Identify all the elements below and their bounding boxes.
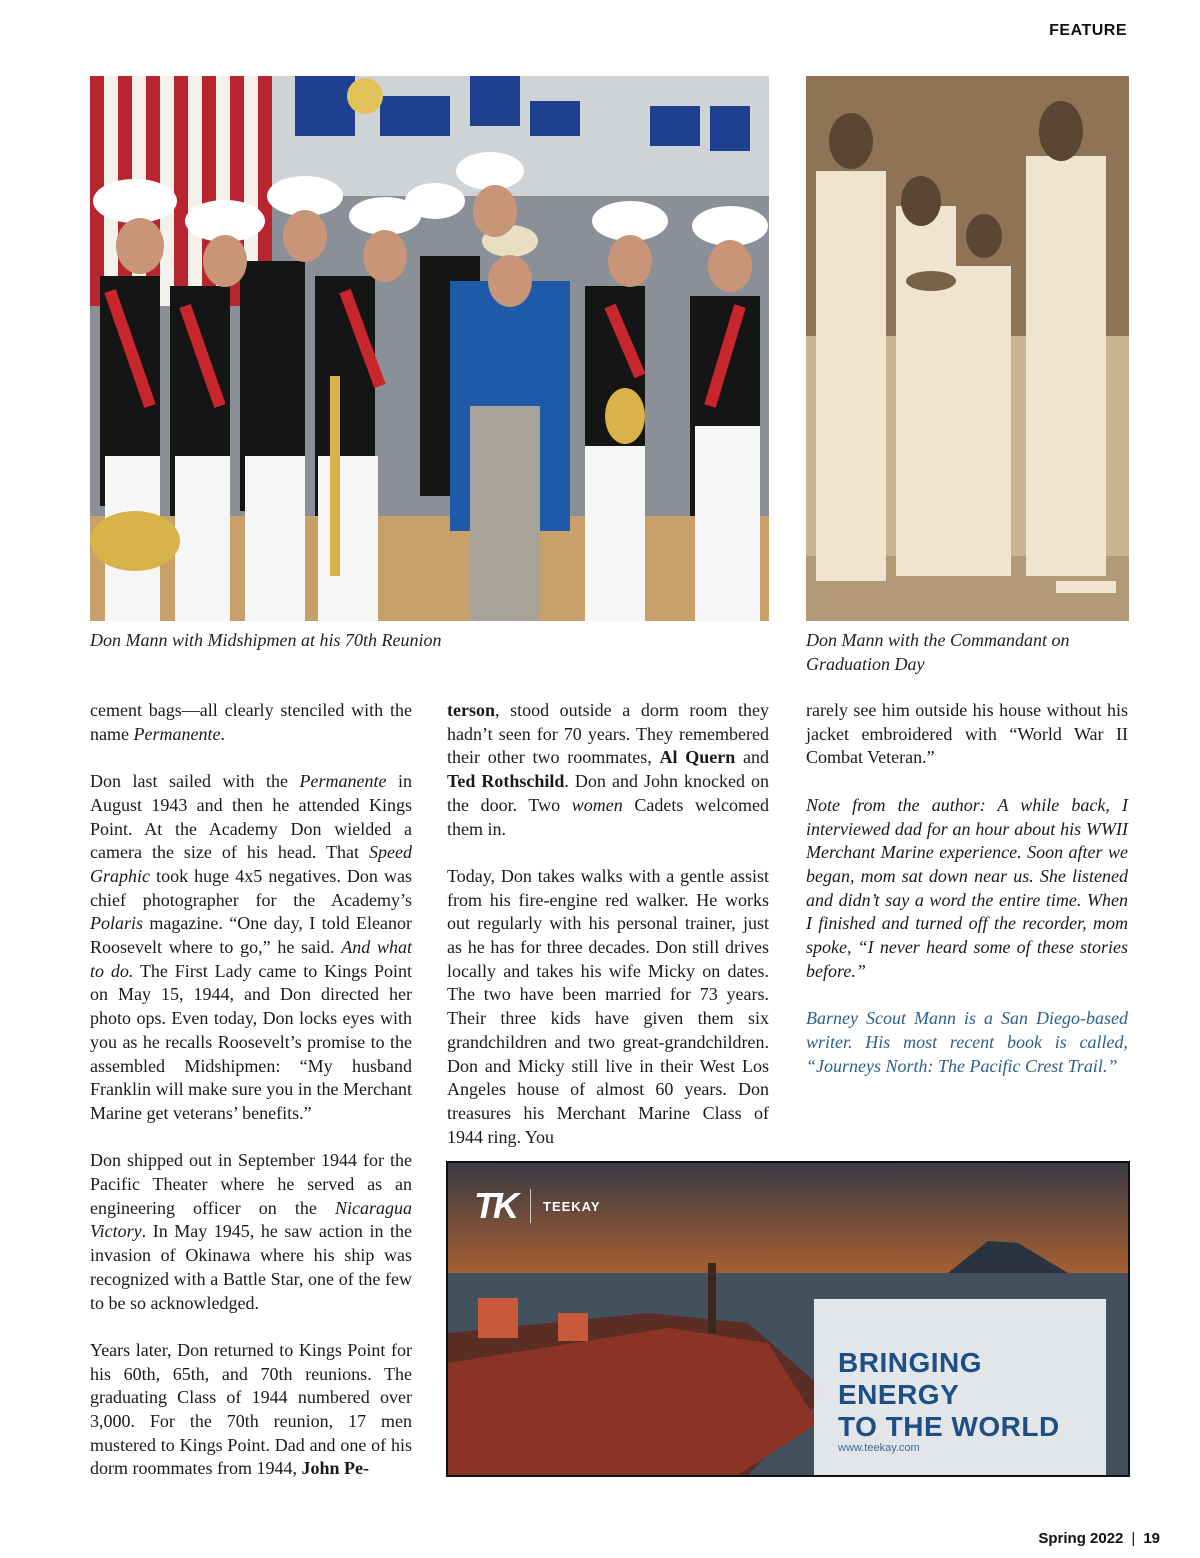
ad-url-link[interactable]: www.teekay.com: [838, 1442, 920, 1454]
paragraph: Today, Don takes walks with a gentle assist from his fire-engine red walker. He works out regularly with his personal trainer, just as he has for three decades. Don still drives locally and takes his wife Micky on dates. The two have been married for 73 years. Their three kids have given them six grandchildren and two great-grandchildren. Don and Micky still live in their West Los Angeles house of almost 60 years. Don treasures his Merchant Marine Class of 1944 ring. You: [447, 865, 769, 1147]
page-number: 19: [1143, 1530, 1160, 1547]
ad-headline-line-2: TO THE WORLD: [838, 1411, 1060, 1442]
paragraph: rarely see him outside his house without his jacket embroidered with “World War II Combat Veteran.”: [806, 700, 1128, 768]
paragraph: Years later, Don returned to Kings Point for his 60th, 65th, and 70th reunions. The graduating Class of 1944 numbered over 3,000. For the 70th reunion, 17 men mustered to Kings Point. Dad and one of his dorm roommates from 1944, John Pe-: [90, 1339, 412, 1479]
ad-headline: [838, 1347, 1098, 1443]
teekay-logo: [474, 1185, 601, 1227]
page-footer: [1038, 1530, 1160, 1547]
logo-divider: [530, 1189, 531, 1223]
footer-separator: |: [1131, 1530, 1136, 1547]
graduation-photo-caption: Don Mann with the Commandant on Graduation Day: [806, 630, 1070, 674]
paragraph: terson, stood outside a dorm room they hadn’t seen for 70 years. They remembered their other two roommates, Al Quern and Ted Rothschild. Don and John knocked on the door. Two women Cadets welcomed them in.: [447, 700, 769, 839]
graduation-photo: [806, 76, 1129, 621]
teekay-brand-name: TEEKAY: [543, 1198, 601, 1214]
author-note: Note from the author: A while back, I interviewed dad for an hour about his WWII Merchant Marine experience. Soon after we began, mom sat down near us. She listened and didn’t say a word the entire time. When I finished and turned off the recorder, mom spoke, “I never heard some of these stories before.”: [806, 794, 1128, 981]
ad-text-panel: [814, 1299, 1106, 1476]
article-column-1: [90, 699, 412, 1481]
article-column-3: [806, 699, 1128, 1078]
section-label: FEATURE: [1049, 22, 1127, 39]
teekay-logo-mark: TK: [474, 1185, 516, 1226]
ad-headline-line-1: BRINGING ENERGY: [838, 1347, 982, 1410]
issue-label: Spring 2022: [1038, 1530, 1124, 1547]
paragraph: cement bags—all clearly stenciled with the name Permanente.: [90, 700, 412, 744]
author-bio: Barney Scout Mann is a San Diego-based writer. His most recent book is called, “Journeys North: The Pacific Crest Trail.”: [806, 1008, 1128, 1076]
paragraph: Don last sailed with the Permanente in August 1943 and then he attended Kings Point. At the Academy Don wielded a camera the size of his head. That Speed Graphic took huge 4x5 negatives. Don was chief photographer for the Academy’s Polaris magazine. “One day, I told Eleanor Roosevelt where to go,” he said. And what to do. The First Lady came to Kings Point on May 15, 1944, and Don directed her photo ops. Even today, Don locks eyes with you as he recalls Roosevelt’s promise to the assembled Midshipmen: “My husband Franklin will make sure you in the Merchant Marine get veterans’ benefits.”: [90, 771, 412, 1123]
article-column-2: [447, 699, 769, 1149]
teekay-advertisement[interactable]: [446, 1161, 1130, 1477]
paragraph: Don shipped out in September 1944 for the Pacific Theater where he served as an engineering officer on the Nicaragua Victory. In May 1945, he saw action in the invasion of Okinawa where his ship was recognized with a Battle Star, one of the few to be so acknowledged.: [90, 1150, 412, 1313]
reunion-photo-caption: Don Mann with Midshipmen at his 70th Reunion: [90, 630, 442, 650]
reunion-photo: [90, 76, 769, 621]
